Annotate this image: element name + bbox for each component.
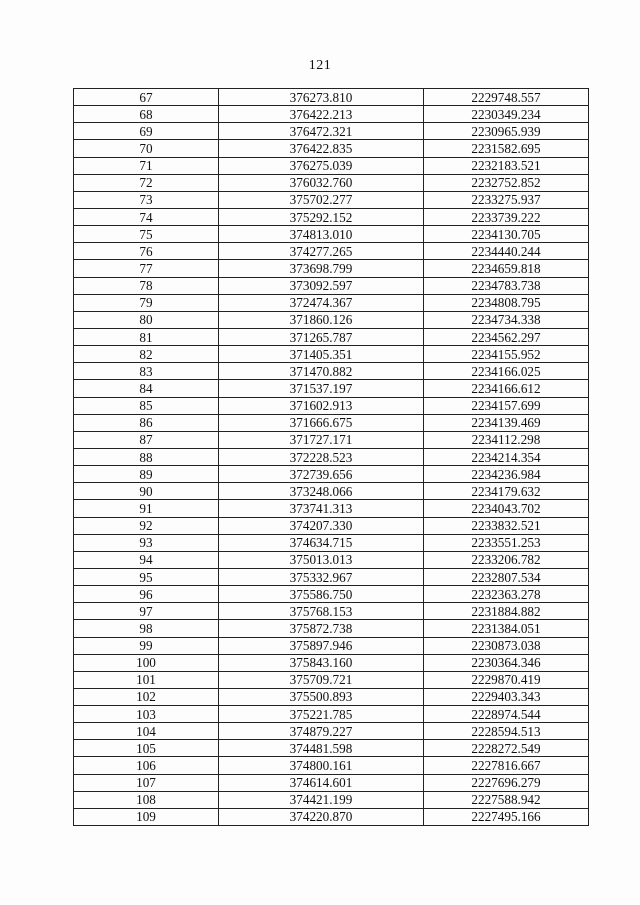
x-coordinate-cell: 374220.870 bbox=[219, 808, 424, 825]
y-coordinate-cell: 2234155.952 bbox=[424, 346, 589, 363]
point-number-cell: 78 bbox=[74, 277, 219, 294]
point-number-cell: 101 bbox=[74, 671, 219, 688]
x-coordinate-cell: 372474.367 bbox=[219, 294, 424, 311]
y-coordinate-cell: 2229870.419 bbox=[424, 671, 589, 688]
x-coordinate-cell: 374207.330 bbox=[219, 517, 424, 534]
y-coordinate-cell: 2234130.705 bbox=[424, 226, 589, 243]
x-coordinate-cell: 371470.882 bbox=[219, 363, 424, 380]
table-row bbox=[74, 380, 589, 397]
point-number-cell: 71 bbox=[74, 157, 219, 174]
y-coordinate-cell: 2234440.244 bbox=[424, 243, 589, 260]
point-number-cell: 81 bbox=[74, 328, 219, 345]
point-number-cell: 67 bbox=[74, 89, 219, 106]
x-coordinate-cell: 374634.715 bbox=[219, 534, 424, 551]
y-coordinate-cell: 2230364.346 bbox=[424, 654, 589, 671]
point-number-cell: 100 bbox=[74, 654, 219, 671]
point-number-cell: 76 bbox=[74, 243, 219, 260]
coordinates-table-body bbox=[74, 89, 589, 826]
table-row bbox=[74, 483, 589, 500]
x-coordinate-cell: 376422.213 bbox=[219, 106, 424, 123]
y-coordinate-cell: 2234139.469 bbox=[424, 414, 589, 431]
x-coordinate-cell: 375872.738 bbox=[219, 620, 424, 637]
y-coordinate-cell: 2234783.738 bbox=[424, 277, 589, 294]
y-coordinate-cell: 2227588.942 bbox=[424, 791, 589, 808]
table-row bbox=[74, 791, 589, 808]
table-row bbox=[74, 500, 589, 517]
point-number-cell: 74 bbox=[74, 208, 219, 225]
x-coordinate-cell: 374277.265 bbox=[219, 243, 424, 260]
point-number-cell: 75 bbox=[74, 226, 219, 243]
x-coordinate-cell: 375221.785 bbox=[219, 706, 424, 723]
point-number-cell: 73 bbox=[74, 191, 219, 208]
x-coordinate-cell: 376275.039 bbox=[219, 157, 424, 174]
x-coordinate-cell: 371265.787 bbox=[219, 328, 424, 345]
table-row bbox=[74, 517, 589, 534]
x-coordinate-cell: 375013.013 bbox=[219, 551, 424, 568]
y-coordinate-cell: 2232363.278 bbox=[424, 586, 589, 603]
point-number-cell: 82 bbox=[74, 346, 219, 363]
y-coordinate-cell: 2230965.939 bbox=[424, 123, 589, 140]
x-coordinate-cell: 371405.351 bbox=[219, 346, 424, 363]
point-number-cell: 105 bbox=[74, 740, 219, 757]
table-row bbox=[74, 414, 589, 431]
point-number-cell: 103 bbox=[74, 706, 219, 723]
table-row bbox=[74, 706, 589, 723]
x-coordinate-cell: 371537.197 bbox=[219, 380, 424, 397]
x-coordinate-cell: 374421.199 bbox=[219, 791, 424, 808]
table-row bbox=[74, 431, 589, 448]
y-coordinate-cell: 2228272.549 bbox=[424, 740, 589, 757]
y-coordinate-cell: 2231384.051 bbox=[424, 620, 589, 637]
table-row bbox=[74, 774, 589, 791]
y-coordinate-cell: 2233275.937 bbox=[424, 191, 589, 208]
table-row bbox=[74, 191, 589, 208]
y-coordinate-cell: 2229748.557 bbox=[424, 89, 589, 106]
table-row bbox=[74, 277, 589, 294]
table-row bbox=[74, 466, 589, 483]
y-coordinate-cell: 2234214.354 bbox=[424, 448, 589, 465]
point-number-cell: 87 bbox=[74, 431, 219, 448]
point-number-cell: 109 bbox=[74, 808, 219, 825]
y-coordinate-cell: 2234043.702 bbox=[424, 500, 589, 517]
table-row bbox=[74, 620, 589, 637]
y-coordinate-cell: 2232807.534 bbox=[424, 568, 589, 585]
x-coordinate-cell: 376032.760 bbox=[219, 174, 424, 191]
y-coordinate-cell: 2228974.544 bbox=[424, 706, 589, 723]
y-coordinate-cell: 2227495.166 bbox=[424, 808, 589, 825]
x-coordinate-cell: 376472.321 bbox=[219, 123, 424, 140]
y-coordinate-cell: 2233206.782 bbox=[424, 551, 589, 568]
table-row bbox=[74, 260, 589, 277]
y-coordinate-cell: 2232183.521 bbox=[424, 157, 589, 174]
y-coordinate-cell: 2234562.297 bbox=[424, 328, 589, 345]
x-coordinate-cell: 375702.277 bbox=[219, 191, 424, 208]
y-coordinate-cell: 2234166.612 bbox=[424, 380, 589, 397]
x-coordinate-cell: 371602.913 bbox=[219, 397, 424, 414]
table-row bbox=[74, 346, 589, 363]
x-coordinate-cell: 375768.153 bbox=[219, 603, 424, 620]
table-row bbox=[74, 688, 589, 705]
y-coordinate-cell: 2234166.025 bbox=[424, 363, 589, 380]
table-row bbox=[74, 123, 589, 140]
point-number-cell: 102 bbox=[74, 688, 219, 705]
y-coordinate-cell: 2233551.253 bbox=[424, 534, 589, 551]
table-row bbox=[74, 740, 589, 757]
point-number-cell: 94 bbox=[74, 551, 219, 568]
coordinates-table bbox=[73, 88, 589, 826]
point-number-cell: 83 bbox=[74, 363, 219, 380]
point-number-cell: 91 bbox=[74, 500, 219, 517]
point-number-cell: 70 bbox=[74, 140, 219, 157]
point-number-cell: 89 bbox=[74, 466, 219, 483]
y-coordinate-cell: 2230349.234 bbox=[424, 106, 589, 123]
point-number-cell: 84 bbox=[74, 380, 219, 397]
point-number-cell: 95 bbox=[74, 568, 219, 585]
x-coordinate-cell: 374813.010 bbox=[219, 226, 424, 243]
table-row bbox=[74, 106, 589, 123]
table-row bbox=[74, 140, 589, 157]
y-coordinate-cell: 2233832.521 bbox=[424, 517, 589, 534]
y-coordinate-cell: 2234236.984 bbox=[424, 466, 589, 483]
table-row bbox=[74, 757, 589, 774]
y-coordinate-cell: 2234808.795 bbox=[424, 294, 589, 311]
x-coordinate-cell: 375332.967 bbox=[219, 568, 424, 585]
point-number-cell: 108 bbox=[74, 791, 219, 808]
y-coordinate-cell: 2234157.699 bbox=[424, 397, 589, 414]
point-number-cell: 86 bbox=[74, 414, 219, 431]
x-coordinate-cell: 374879.227 bbox=[219, 723, 424, 740]
point-number-cell: 85 bbox=[74, 397, 219, 414]
x-coordinate-cell: 376273.810 bbox=[219, 89, 424, 106]
x-coordinate-cell: 373741.313 bbox=[219, 500, 424, 517]
y-coordinate-cell: 2229403.343 bbox=[424, 688, 589, 705]
point-number-cell: 88 bbox=[74, 448, 219, 465]
table-row bbox=[74, 568, 589, 585]
point-number-cell: 104 bbox=[74, 723, 219, 740]
x-coordinate-cell: 375586.750 bbox=[219, 586, 424, 603]
x-coordinate-cell: 375292.152 bbox=[219, 208, 424, 225]
x-coordinate-cell: 375897.946 bbox=[219, 637, 424, 654]
y-coordinate-cell: 2231884.882 bbox=[424, 603, 589, 620]
table-row bbox=[74, 448, 589, 465]
table-row bbox=[74, 808, 589, 825]
table-row bbox=[74, 89, 589, 106]
y-coordinate-cell: 2227696.279 bbox=[424, 774, 589, 791]
point-number-cell: 72 bbox=[74, 174, 219, 191]
table-row bbox=[74, 328, 589, 345]
table-row bbox=[74, 157, 589, 174]
y-coordinate-cell: 2230873.038 bbox=[424, 637, 589, 654]
y-coordinate-cell: 2234179.632 bbox=[424, 483, 589, 500]
table-row bbox=[74, 637, 589, 654]
point-number-cell: 77 bbox=[74, 260, 219, 277]
table-row bbox=[74, 671, 589, 688]
table-row bbox=[74, 534, 589, 551]
table-row bbox=[74, 723, 589, 740]
y-coordinate-cell: 2234112.298 bbox=[424, 431, 589, 448]
point-number-cell: 107 bbox=[74, 774, 219, 791]
point-number-cell: 69 bbox=[74, 123, 219, 140]
table-row bbox=[74, 586, 589, 603]
point-number-cell: 97 bbox=[74, 603, 219, 620]
table-row bbox=[74, 311, 589, 328]
table-row bbox=[74, 363, 589, 380]
x-coordinate-cell: 372228.523 bbox=[219, 448, 424, 465]
point-number-cell: 79 bbox=[74, 294, 219, 311]
x-coordinate-cell: 373092.597 bbox=[219, 277, 424, 294]
y-coordinate-cell: 2234659.818 bbox=[424, 260, 589, 277]
x-coordinate-cell: 371666.675 bbox=[219, 414, 424, 431]
point-number-cell: 98 bbox=[74, 620, 219, 637]
x-coordinate-cell: 371727.171 bbox=[219, 431, 424, 448]
x-coordinate-cell: 374800.161 bbox=[219, 757, 424, 774]
x-coordinate-cell: 375709.721 bbox=[219, 671, 424, 688]
table-row bbox=[74, 208, 589, 225]
x-coordinate-cell: 373698.799 bbox=[219, 260, 424, 277]
y-coordinate-cell: 2232752.852 bbox=[424, 174, 589, 191]
y-coordinate-cell: 2228594.513 bbox=[424, 723, 589, 740]
point-number-cell: 80 bbox=[74, 311, 219, 328]
page-number: 121 bbox=[308, 58, 332, 73]
table-row bbox=[74, 294, 589, 311]
point-number-cell: 68 bbox=[74, 106, 219, 123]
table-row bbox=[74, 226, 589, 243]
x-coordinate-cell: 375843.160 bbox=[219, 654, 424, 671]
point-number-cell: 90 bbox=[74, 483, 219, 500]
table-row bbox=[74, 551, 589, 568]
point-number-cell: 106 bbox=[74, 757, 219, 774]
table-row bbox=[74, 174, 589, 191]
point-number-cell: 96 bbox=[74, 586, 219, 603]
y-coordinate-cell: 2233739.222 bbox=[424, 208, 589, 225]
table-row bbox=[74, 603, 589, 620]
table-row bbox=[74, 397, 589, 414]
x-coordinate-cell: 375500.893 bbox=[219, 688, 424, 705]
x-coordinate-cell: 376422.835 bbox=[219, 140, 424, 157]
x-coordinate-cell: 373248.066 bbox=[219, 483, 424, 500]
point-number-cell: 93 bbox=[74, 534, 219, 551]
y-coordinate-cell: 2234734.338 bbox=[424, 311, 589, 328]
x-coordinate-cell: 372739.656 bbox=[219, 466, 424, 483]
x-coordinate-cell: 374481.598 bbox=[219, 740, 424, 757]
point-number-cell: 92 bbox=[74, 517, 219, 534]
y-coordinate-cell: 2227816.667 bbox=[424, 757, 589, 774]
x-coordinate-cell: 374614.601 bbox=[219, 774, 424, 791]
table-row bbox=[74, 654, 589, 671]
y-coordinate-cell: 2231582.695 bbox=[424, 140, 589, 157]
point-number-cell: 99 bbox=[74, 637, 219, 654]
table-row bbox=[74, 243, 589, 260]
x-coordinate-cell: 371860.126 bbox=[219, 311, 424, 328]
